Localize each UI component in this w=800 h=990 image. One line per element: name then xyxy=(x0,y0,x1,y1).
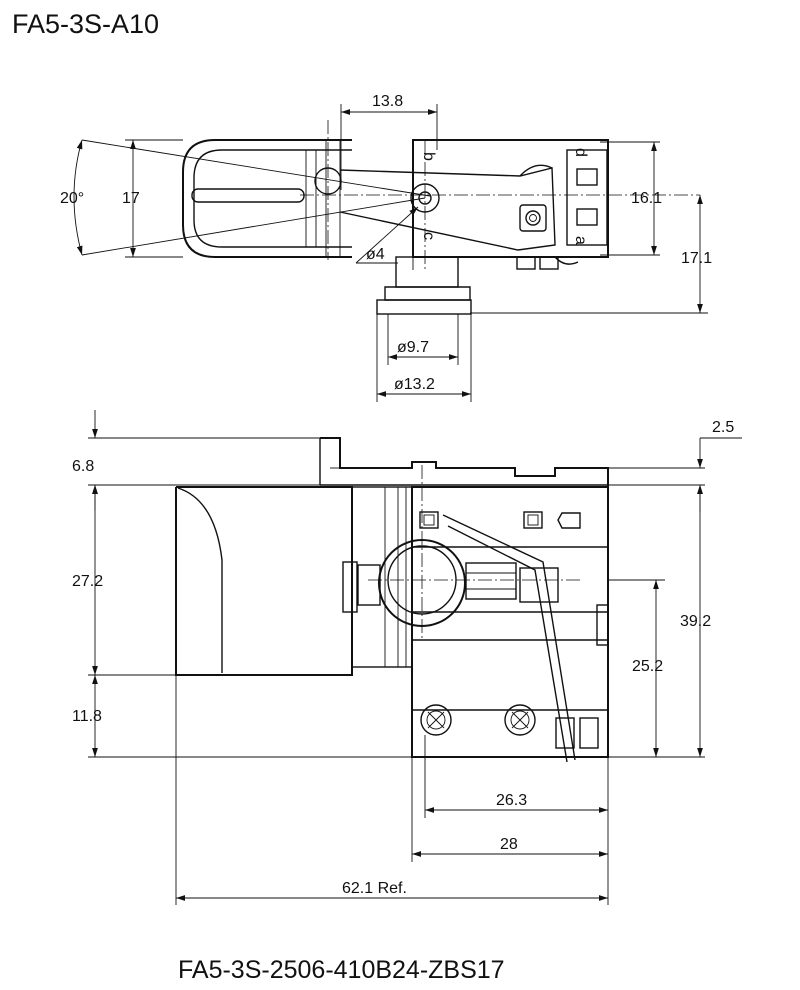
top-plate xyxy=(320,438,608,548)
dim-28: 28 xyxy=(500,836,518,853)
dim-62-1-ref: 62.1 Ref. xyxy=(342,880,407,897)
trigger xyxy=(176,487,352,675)
lever-arm xyxy=(340,168,555,250)
dim-phi9-7: ø9.7 xyxy=(397,339,430,356)
dim-26-3: 26.3 xyxy=(496,792,528,809)
drawing-title: FA5-3S-A10 xyxy=(12,9,160,39)
side-view xyxy=(72,410,742,905)
dim-phi4: ø4 xyxy=(366,246,385,263)
trigger-loop xyxy=(183,140,352,257)
terminal-label-b: b xyxy=(420,152,437,161)
dim-16-1: 16.1 xyxy=(631,190,663,207)
dim-17: 17 xyxy=(122,190,140,207)
dim-13-8: 13.8 xyxy=(372,93,404,110)
terminal-block xyxy=(567,150,607,245)
dim-phi13-2: ø13.2 xyxy=(394,376,435,393)
trigger-slot xyxy=(192,189,304,202)
dim-27-2: 27.2 xyxy=(72,573,104,590)
dim-6-8: 6.8 xyxy=(72,458,95,475)
dim-20deg: 20° xyxy=(60,190,85,207)
dim-39-2: 39.2 xyxy=(680,613,712,630)
top-view xyxy=(60,93,712,402)
dim-17-1: 17.1 xyxy=(681,250,713,267)
actuator-stem xyxy=(396,257,458,287)
terminal-label-a: a xyxy=(572,236,589,245)
dim-25-2: 25.2 xyxy=(632,658,664,675)
dim-2-5: 2.5 xyxy=(712,419,735,436)
spring-wire xyxy=(443,515,575,760)
terminal-label-d: d xyxy=(572,148,589,157)
terminal-label-c: c xyxy=(420,232,437,240)
dim-11-8: 11.8 xyxy=(72,708,102,725)
part-number: FA5-3S-2506-410B24-ZBS17 xyxy=(178,956,505,984)
